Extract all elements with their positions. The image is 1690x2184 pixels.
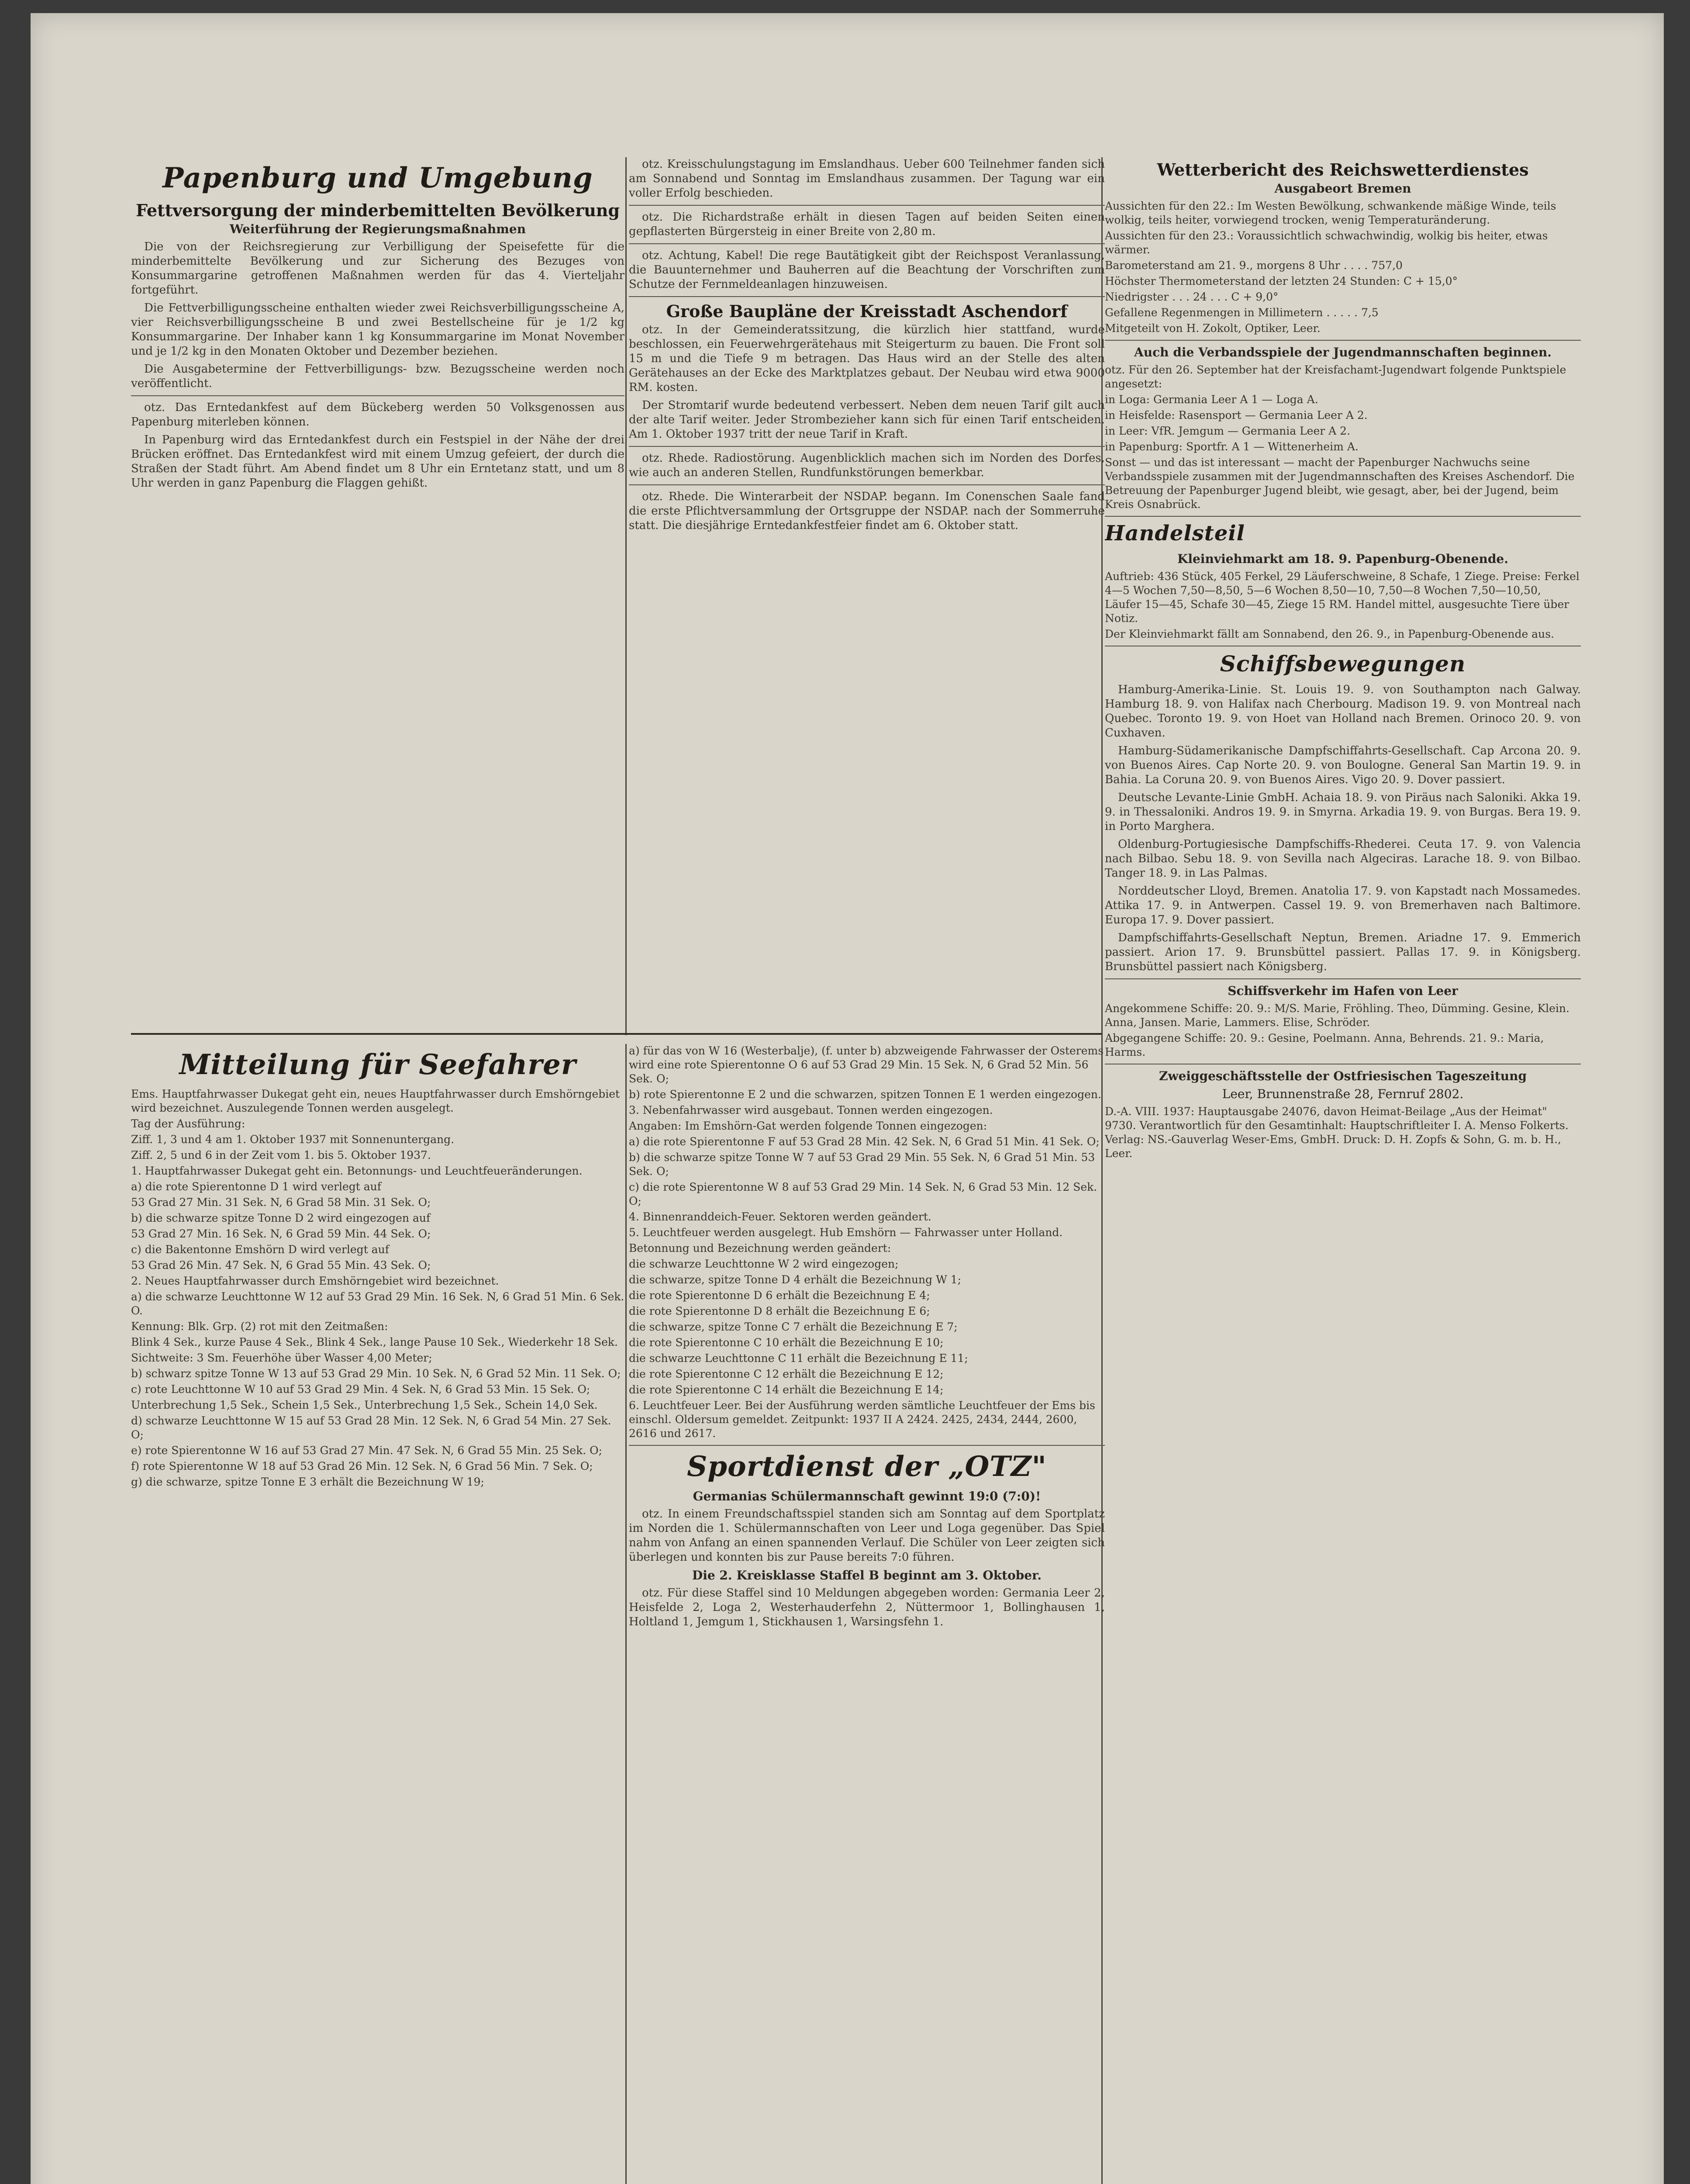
notice-line: Ems. Hauptfahrwasser Dukegat geht ein, neues Hauptfahrwasser durch Emshörngebiet wird bezeichnet. Auszulegende Tonnen werden ausgelegt. [131, 1088, 620, 1114]
notice-line: b) die schwarze spitze Tonne D 2 wird eingezogen auf [131, 1212, 431, 1224]
notice-line: a) für das von W 16 (Westerbalje), (f. unter b) abzweigende Fahrwasser der Osterems wird eine rote Spierentonne O 6 auf 53 Grad 29 Min. 15 Sek. N, 6 Grad 52 Min. 56 Sek. O; [629, 1044, 1104, 1085]
notice-line: Unterbrechung 1,5 Sek., Schein 1,5 Sek., Unterbrechung 1,5 Sek., Schein 14,0 Sek. [131, 1399, 598, 1411]
notice-line: 4. Binnenranddeich-Feuer. Sektoren werden geändert. [629, 1210, 931, 1223]
article-paragraph: Der Stromtarif wurde bedeutend verbessert. Neben dem neuen Tarif gilt auch der alte Tarif weiter. Jeder Strombezieher kann sich für einen Tarif entscheiden. Am 1. Oktober 1937 tritt der neue Tarif in Kraft. [629, 399, 1105, 441]
notice-line: 2. Neues Hauptfahrwasser durch Emshörngebiet wird bezeichnet. [131, 1275, 499, 1287]
ship-paragraph: Norddeutscher Lloyd, Bremen. Anatolia 17. 9. von Kapstadt nach Mossamedes. Attika 17. 9. in Antwerpen. Cassel 19. 9. von Bremerhaven nach Baltimore. Europa 17. 9. Dover passiert. [1105, 885, 1581, 926]
notice-line: die rote Spierentonne C 12 erhält die Bezeichnung E 12; [629, 1368, 944, 1380]
notice-line: c) die rote Spierentonne W 8 auf 53 Grad 29 Min. 14 Sek. N, 6 Grad 53 Min. 12 Sek. O; [629, 1181, 1097, 1207]
divider [1105, 978, 1581, 979]
notice-line: 53 Grad 27 Min. 31 Sek. N, 6 Grad 58 Min. 31 Sek. O; [131, 1196, 431, 1209]
article-title-aschendorf: Große Baupläne der Kreisstadt Aschendorf [666, 301, 1068, 321]
notice-line: 53 Grad 27 Min. 16 Sek. N, 6 Grad 59 Min. 44 Sek. O; [131, 1227, 431, 1240]
weather-line: Mitgeteilt von H. Zokolt, Optiker, Leer. [1105, 322, 1321, 335]
article-paragraph: otz. In der Gemeinderatssitzung, die kürzlich hier stattfand, wurde beschlossen, ein Feuerwehrgerätehaus mit Steigerturm zu bauen. Die Front soll 15 m und die Tiefe 9 m betragen. Das Haus wird an der Stelle des alten Gerätehauses an der Ecke des Marktplatzes gebaut. Der Neubau wird etwa 9000 RM. kosten. [629, 323, 1105, 394]
article-subtitle-fettversorgung: Weiterführung der Regierungsmaßnahmen [229, 222, 526, 236]
weather-line: Höchster Thermometerstand der letzten 24 Stunden: C + 15,0° [1105, 275, 1458, 287]
notice-line: Ziff. 1, 3 und 4 am 1. Oktober 1937 mit Sonnenuntergang. [131, 1133, 455, 1146]
sports-line: in Loga: Germania Leer A 1 — Loga A. [1105, 393, 1318, 406]
divider [629, 205, 1105, 206]
column-local-news [629, 157, 1105, 536]
divider [629, 296, 1105, 297]
sport-subtitle: Germanias Schülermannschaft gewinnt 19:0 (7:0)! [693, 1489, 1041, 1503]
notice-line: die schwarze, spitze Tonne D 4 erhält die Bezeichnung W 1; [629, 1273, 962, 1286]
weather-line: Niedrigster . . . 24 . . . C + 9,0° [1105, 290, 1279, 303]
article-paragraph: otz. Achtung, Kabel! Die rege Bautätigkeit gibt der Reichspost Veranlassung, die Bauunternehmer und Bauherren auf die Beachtung der Vorschriften zum Schutze der Fernmeldeanlagen hinzuweisen. [629, 249, 1105, 291]
notice-line: die rote Spierentonne C 10 erhält die Bezeichnung E 10; [629, 1336, 944, 1349]
divider [629, 243, 1105, 244]
ship-paragraph: Hamburg-Amerika-Linie. St. Louis 19. 9. von Southampton nach Galway. Hamburg 18. 9. von Halifax nach Cherbourg. Madison 19. 9. von Montreal nach Quebec. Toronto 19. 9. von Hoet van Holland nach Bremen. Orinoco 20. 9. von Cuxhaven. [1105, 683, 1581, 740]
notice-line: b) die schwarze spitze Tonne W 7 auf 53 Grad 29 Min. 55 Sek. N, 6 Grad 51 Min. 53 Sek. O; [629, 1151, 1095, 1178]
section-title-sport: Sportdienst der „OTZ" [687, 1450, 1047, 1483]
article-title-fettversorgung: Fettversorgung der minderbemittelten Bevölkerung [135, 200, 620, 220]
divider [629, 484, 1105, 485]
divider [131, 395, 624, 396]
section-title-seefahrer: Mitteilung für Seefahrer [179, 1048, 576, 1081]
notice-line: a) die rote Spierentonne F auf 53 Grad 28 Min. 42 Sek. N, 6 Grad 51 Min. 41 Sek. O; [629, 1135, 1100, 1148]
notice-line: 5. Leuchtfeuer werden ausgelegt. Hub Emshörn — Fahrwasser unter Holland. [629, 1226, 1063, 1239]
notice-line: die schwarze Leuchttonne W 2 wird eingezogen; [629, 1258, 899, 1270]
divider [629, 446, 1105, 447]
section-divider [131, 1033, 1101, 1035]
notice-line: 6. Leuchtfeuer Leer. Bei der Ausführung werden sämtliche Leuchtfeuer der Ems bis einschl. Oldersum gemeldet. Zeitpunkt: 1937 II A 2424. 2425, 2434, 2444, 2600, 2616 und 2617. [629, 1399, 1095, 1440]
ship-paragraph: Oldenburg-Portugiesische Dampfschiffs-Rhederei. Ceuta 17. 9. von Valencia nach Bilbao. Sebu 18. 9. von Sevilla nach Algeciras. Larache 18. 9. von Bilbao. Tanger 18. 9. in Las Palmas. [1105, 838, 1581, 880]
sports-line: Sonst — und das ist interessant — macht der Papenburger Nachwuchs seine Verbandsspiele zusammen mit der Jugendmannschaften des Kreises Aschendorf. Die Betreuung der Papenburger Jugend bleibt, wie gesagt, aber, bei der Jugend, beim Kreis Osnabrück. [1105, 456, 1575, 511]
article-paragraph: otz. Kreisschulungstagung im Emslandhaus. Ueber 600 Teilnehmer fanden sich am Sonnabend und Sonntag im Emslandhaus zusammen. Der Tagung war ein voller Erfolg beschieden. [629, 158, 1105, 200]
article-paragraph: Die Fettverbilligungsscheine enthalten wieder zwei Reichsverbilligungsscheine A, vier Reichsverbilligungsscheine B und zwei Bestellscheine für je 1/2 kg Konsummargarine. Der Inhaber kann 1 kg Konsummargarine im Monat November und je 1/2 kg in den Monaten Oktober und Dezember beziehen. [131, 301, 624, 358]
notice-line: c) die Bakentonne Emshörn D wird verlegt auf [131, 1243, 389, 1256]
ship-paragraph: Deutsche Levante-Linie GmbH. Achaia 18. 9. von Piräus nach Saloniki. Akka 19. 9. in Thessaloniki. Andros 19. 9. in Smyrna. Arkadia 19. 9. von Burgas. Bera 19. 9. in Porto Marghera. [1105, 791, 1581, 833]
article-paragraph: Die von der Reichsregierung zur Verbilligung der Speisefette für die minderbemittelte Bevölkerung und zur Sicherung des Bezuges von Konsummargarine getroffenen Maßnahmen werden für das 4. Vierteljahr fortgeführt. [131, 240, 624, 297]
newspaper-page [31, 13, 1664, 2184]
weather-line: Aussichten für den 22.: Im Westen Bewölkung, schwankende mäßige Winde, teils wolkig, teils heiter, vorwiegend trocken, wenig Temperaturänderung. [1105, 200, 1556, 226]
notice-line: b) schwarz spitze Tonne W 13 auf 53 Grad 29 Min. 10 Sek. N, 6 Grad 52 Min. 11 Sek. O; [131, 1367, 621, 1380]
column-papenburg [131, 157, 624, 494]
article-paragraph: otz. In einem Freundschaftsspiel standen sich am Sonntag auf dem Sportplatz im Norden die 1. Schülermannschaften von Leer und Loga gegenüber. Das Spiel nahm von Anfang an einen spannenden Verlauf. Die Schüler von Leer zeigten sich überlegen und konnten bis zur Pause bereits 7:0 führen. [629, 1507, 1105, 1564]
divider [1105, 516, 1581, 517]
notice-line: e) rote Spierentonne W 16 auf 53 Grad 27 Min. 47 Sek. N, 6 Grad 55 Min. 25 Sek. O; [131, 1444, 603, 1457]
sports-line: in Heisfelde: Rasensport — Germania Leer A 2. [1105, 409, 1368, 422]
notice-line: Blink 4 Sek., kurze Pause 4 Sek., Blink 4 Sek., lange Pause 10 Sek., Wiederkehr 18 Sek. [131, 1336, 618, 1348]
notice-line: die rote Spierentonne D 6 erhält die Bezeichnung E 4; [629, 1289, 930, 1302]
notice-line: 53 Grad 26 Min. 47 Sek. N, 6 Grad 55 Min. 43 Sek. O; [131, 1259, 431, 1272]
notice-line: Ziff. 2, 5 und 6 in der Zeit vom 1. bis 5. Oktober 1937. [131, 1149, 431, 1161]
sports-line: otz. Für den 26. September hat der Kreisfachamt-Jugendwart folgende Punktspiele angesetzt: [1105, 363, 1566, 390]
port-title: Schiffsverkehr im Hafen von Leer [1228, 984, 1458, 998]
column-rule [625, 1044, 627, 2184]
article-paragraph: Die Ausgabetermine der Fettverbilligungs- bzw. Bezugsscheine werden noch veröffentlicht. [131, 363, 624, 390]
notice-line: Angaben: Im Emshörn-Gat werden folgende Tonnen eingezogen: [629, 1120, 987, 1132]
article-paragraph: otz. Die Richardstraße erhält in diesen Tagen auf beiden Seiten einen gepflasterten Bürgersteig in einer Breite von 2,80 m. [629, 211, 1105, 238]
sports-line: in Papenburg: Sportfr. A 1 — Wittenerheim A. [1105, 440, 1359, 453]
trade-title: Handelsteil [1105, 521, 1245, 546]
trade-subtitle: Kleinviehmarkt am 18. 9. Papenburg-Obenende. [1177, 552, 1508, 566]
article-paragraph: otz. Für diese Staffel sind 10 Meldungen abgegeben worden: Germania Leer 2, Heisfelde 2, Loga 2, Westerhauderfehn 2, Nüttermoor 1, Bollinghausen 1, Holtland 1, Jemgum 1, Stickhausen 1, Warsingsfehn 1. [629, 1586, 1105, 1628]
weather-line: Gefallene Regenmengen in Millimetern . . . . . 7,5 [1105, 306, 1379, 319]
article-paragraph: otz. Rhede. Radiostörung. Augenblicklich machen sich im Norden des Dorfes, wie auch an anderen Stellen, Rundfunkstörungen bemerkbar. [629, 452, 1105, 479]
port-line: Angekommene Schiffe: 20. 9.: M/S. Marie, Fröhling. Theo, Dümming. Gesine, Klein. Anna, Jansen. Marie, Lammers. Elise, Schröder. [1105, 1002, 1569, 1029]
notice-line: g) die schwarze, spitze Tonne E 3 erhält die Bezeichnung W 19; [131, 1476, 484, 1488]
notice-line: Sichtweite: 3 Sm. Feuerhöhe über Wasser 4,00 Meter; [131, 1351, 432, 1364]
weather-subtitle: Ausgabeort Bremen [1274, 181, 1411, 196]
column-weather-trade-ships [1105, 157, 1581, 1162]
notice-line: die schwarze Leuchttonne C 11 erhält die Bezeichnung E 11; [629, 1352, 968, 1365]
column-seefahrer [131, 1044, 624, 1491]
weather-line: Barometerstand am 21. 9., morgens 8 Uhr . . . . 757,0 [1105, 259, 1403, 272]
sports-title: Auch die Verbandsspiele der Jugendmannschaften beginnen. [1134, 345, 1552, 359]
notice-line: Betonnung und Bezeichnung werden geändert: [629, 1242, 891, 1254]
port-line: Abgegangene Schiffe: 20. 9.: Gesine, Poelmann. Anna, Behrends. 21. 9.: Maria, Harms. [1105, 1032, 1544, 1058]
ship-paragraph: Hamburg-Südamerikanische Dampfschiffahrts-Gesellschaft. Cap Arcona 20. 9. von Buenos Aires. Cap Norte 20. 9. von Boulogne. General San Martin 19. 9. in Bahia. La Coruna 20. 9. von Buenos Aires. Vigo 20. 9. Dover passiert. [1105, 744, 1581, 786]
notice-line: die rote Spierentonne C 14 erhält die Bezeichnung E 14; [629, 1383, 944, 1396]
branch-address: Leer, Brunnenstraße 28, Fernruf 2802. [1222, 1087, 1464, 1101]
article-paragraph: In Papenburg wird das Erntedankfest durch ein Festspiel in der Nähe der drei Brücken eröffnet. Das Erntedankfest wird mit einem Umzug gefeiert, der durch die Straßen der Stadt führt. Am Abend findet um 8 Uhr ein Erntetanz statt, und um 8 Uhr werden in ganz Papenburg die Flaggen gehißt. [131, 433, 624, 490]
divider [1105, 340, 1581, 341]
notice-line: b) rote Spierentonne E 2 und die schwarzen, spitzen Tonnen E 1 werden eingezogen. [629, 1088, 1101, 1101]
notice-line: d) schwarze Leuchttonne W 15 auf 53 Grad 28 Min. 12 Sek. N, 6 Grad 54 Min. 27 Sek. O; [131, 1414, 611, 1441]
branch-title: Zweiggeschäftsstelle der Ostfriesischen Tageszeitung [1159, 1069, 1527, 1083]
divider [629, 1445, 1105, 1446]
notice-line: Tag der Ausführung: [131, 1117, 245, 1130]
notice-line: a) die schwarze Leuchttonne W 12 auf 53 Grad 29 Min. 16 Sek. N, 6 Grad 51 Min. 6 Sek. O. [131, 1290, 624, 1317]
notice-line: a) die rote Spierentonne D 1 wird verlegt auf [131, 1180, 381, 1193]
weather-title: Wetterbericht des Reichswetterdienstes [1157, 160, 1529, 180]
notice-line: die rote Spierentonne D 8 erhält die Bezeichnung E 6; [629, 1305, 930, 1317]
section-title-papenburg: Papenburg und Umgebung [162, 162, 593, 194]
notice-line: f) rote Spierentonne W 18 auf 53 Grad 26 Min. 12 Sek. N, 6 Grad 56 Min. 7 Sek. O; [131, 1460, 593, 1472]
notice-line: Kennung: Blk. Grp. (2) rot mit den Zeitmaßen: [131, 1320, 388, 1333]
ships-title: Schiffsbewegungen [1220, 651, 1466, 677]
imprint: D.-A. VIII. 1937: Hauptausgabe 24076, davon Heimat-Beilage „Aus der Heimat" 9730. Verantwortlich für den Gesamtinhalt: Hauptschriftleiter I. A. Menso Folkerts. Verlag: NS.-Gauverlag Weser-Ems, GmbH. Druck: D. H. Zopfs & Sohn, G. m. b. H., Leer. [1105, 1105, 1569, 1160]
notice-line: 1. Hauptfahrwasser Dukegat geht ein. Betonnungs- und Leuchtfeueränderungen. [131, 1165, 583, 1177]
article-paragraph: otz. Rhede. Die Winterarbeit der NSDAP. begann. Im Conenschen Saale fand die erste Pflichtversammlung der Ortsgruppe der NSDAP. nach der Sommerruhe statt. Die diesjährige Erntedankfestfeier findet am 6. Oktober statt. [629, 490, 1105, 532]
column-seefahrer-cont-sport [629, 1044, 1105, 1633]
trade-line: Auftrieb: 436 Stück, 405 Ferkel, 29 Läuferschweine, 8 Schafe, 1 Ziege. Preise: Ferkel 4—5 Wochen 7,50—8,50, 5—6 Wochen 8,50—10, 7,50—8 Wochen 7,50—10,50, Läufer 15—45, Schafe 30—45, Ziege 15 RM. Handel mittel, ausgesuchte Tiere über Notiz. [1105, 570, 1580, 625]
notice-line: c) rote Leuchttonne W 10 auf 53 Grad 29 Min. 4 Sek. N, 6 Grad 53 Min. 15 Sek. O; [131, 1383, 590, 1396]
notice-line: 3. Nebenfahrwasser wird ausgebaut. Tonnen werden eingezogen. [629, 1104, 993, 1116]
sport-heading: Die 2. Kreisklasse Staffel B beginnt am 3. Oktober. [692, 1568, 1042, 1583]
weather-line: Aussichten für den 23.: Voraussichtlich schwachwindig, wolkig bis heiter, etwas wärmer. [1105, 229, 1548, 256]
notice-line: die schwarze, spitze Tonne C 7 erhält die Bezeichnung E 7; [629, 1320, 958, 1333]
column-rule [625, 157, 627, 1035]
ship-paragraph: Dampfschiffahrts-Gesellschaft Neptun, Bremen. Ariadne 17. 9. Emmerich passiert. Arion 17. 9. Brunsbüttel passiert. Pallas 17. 9. in Königsberg. Brunsbüttel passiert nach Königsberg. [1105, 931, 1581, 973]
article-paragraph: otz. Das Erntedankfest auf dem Bückeberg werden 50 Volksgenossen aus Papenburg miterleben können. [131, 401, 624, 429]
sports-line: in Leer: VfR. Jemgum — Germania Leer A 2. [1105, 425, 1351, 437]
trade-line: Der Kleinviehmarkt fällt am Sonnabend, den 26. 9., in Papenburg-Obenende aus. [1105, 628, 1554, 640]
